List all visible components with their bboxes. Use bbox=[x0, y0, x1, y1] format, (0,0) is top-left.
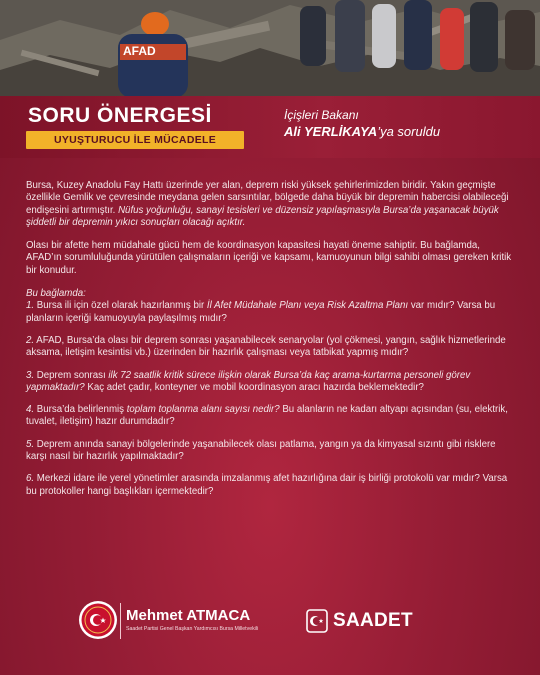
addressee-name bbox=[284, 124, 440, 139]
question-text: Bursa ili için özel olarak hazırlanmış bir bbox=[34, 300, 207, 312]
question-text: Merkezi idare ile yerel yönetimler arasında imzalanmış afet hazırlığına dair iş birliği protokolü var mıdır? Varsa bu protokoller hangi başlıkları içermektedir? bbox=[26, 473, 508, 497]
question-emphasis: İl Afet Müdahale Planı veya Risk Azaltma Planı bbox=[206, 300, 409, 312]
addressee-role: İçişleri Bakanı bbox=[284, 108, 359, 122]
intro-text: Bursa, Kuzey Anadolu Fay Hattı üzerinde yer alan, deprem riski yüksek şehirlerimizden biridir. Yakın geçmişte özellikle Gemlik ve çevresinde meydana gelen sarsıntılar, bölgede daha büyük bir depremin habercisi olabileceği endişesini artırmıştır. bbox=[26, 180, 509, 216]
question-body bbox=[26, 180, 514, 508]
page-title: SORU ÖNERGESİ bbox=[28, 104, 212, 127]
question-number: 2. bbox=[26, 334, 35, 346]
question-6 bbox=[26, 473, 514, 498]
question-5 bbox=[26, 439, 514, 464]
question-text: Deprem anında sanayi bölgelerinde yaşanabilecek olası patlama, yangın ya da kimyasal sızıntı gibi risklere karşı nasıl bir hazırlık yapılmaktadır? bbox=[26, 438, 496, 463]
question-number: 6. bbox=[26, 473, 35, 485]
question-number: 1. bbox=[26, 300, 35, 312]
question-number: 5. bbox=[26, 438, 35, 450]
question-4 bbox=[26, 404, 514, 429]
signer-first-name: Mehmet bbox=[126, 607, 187, 624]
question-text: Kaç adet çadır, konteyner ve mobil koordinasyon aracı hazırda beklemektedir? bbox=[84, 381, 424, 393]
hero-photo bbox=[0, 0, 540, 98]
intro-emphasis: Nüfus yoğunluğu, sanayi tesisleri ve düzensiz yapılaşmasıyla Bursa’da yaşanacak büyük şiddetli bir depremin yıkıcı sonuçları olacağı açıktır. bbox=[26, 204, 499, 228]
question-number: 3. bbox=[26, 369, 35, 381]
question-text: Bursa’da belirlenmiş bbox=[34, 404, 127, 416]
questions-lead: Bu bağlamda: bbox=[26, 288, 86, 300]
question-emphasis: toplam toplanma alanı sayısı nedir? bbox=[126, 404, 280, 416]
parliament-emblem-icon bbox=[78, 600, 118, 640]
addressee-suffix: ’ya soruldu bbox=[377, 124, 441, 139]
question-emphasis: ilk 72 saatlik kritik sürece ilişkin olarak Bursa’da kaç arama-kurtarma personeli görev yapmaktadır? bbox=[26, 369, 471, 393]
minister-name: Ali YERLİKAYA bbox=[284, 124, 378, 139]
question-3 bbox=[26, 370, 514, 395]
paragraph-intro bbox=[26, 180, 514, 229]
footer-divider bbox=[120, 603, 121, 639]
question-2 bbox=[26, 335, 514, 360]
party-name: SAADET bbox=[333, 610, 413, 631]
paragraph-context: Olası bir afette hem müdahale gücü hem de koordinasyon kapasitesi hayati öneme sahiptir. Bu bağlamda, AFAD’ın sorumluluğunda yürütülen çalışmaların içeriği ve kapsamı, kamuoyunun bilgi sahibi olması gereken kritik bir konudur. bbox=[26, 240, 512, 276]
signer-name bbox=[126, 607, 250, 624]
saadet-party-logo-icon bbox=[306, 609, 328, 633]
afad-vest-text: AFAD bbox=[123, 44, 156, 58]
rubble-scene-illustration bbox=[0, 0, 540, 98]
question-1 bbox=[26, 300, 514, 325]
signer-last-name: ATMACA bbox=[186, 607, 251, 624]
question-number: 4. bbox=[26, 404, 35, 416]
question-text: Bu alanların ne kadarı altyapı açısından (su, elektrik, tuvalet, iletişim) hazır durumdadır? bbox=[26, 404, 508, 428]
subtitle-badge bbox=[26, 131, 244, 149]
question-text: var mıdır? Varsa bu planların içeriği kamuoyuyla paylaşılmış mıdır? bbox=[26, 300, 496, 324]
signer-title: Saadet Partisi Genel Başkan Yardımcısı Bursa Milletvekili bbox=[126, 626, 259, 632]
subtitle-text: UYUŞTURUCU İLE MÜCADELE bbox=[53, 134, 217, 146]
question-text: AFAD, Bursa’da olası bir deprem sonrası yaşanabilecek senaryolar (yol çökmesi, yangın, sağlık hizmetlerinde aksama, iletişim kesintisi vb.) üzerinden bir hazırlık çalışması veya tatbikat yapmış mıdır? bbox=[26, 334, 506, 359]
question-text: Deprem sonrası bbox=[34, 369, 109, 381]
